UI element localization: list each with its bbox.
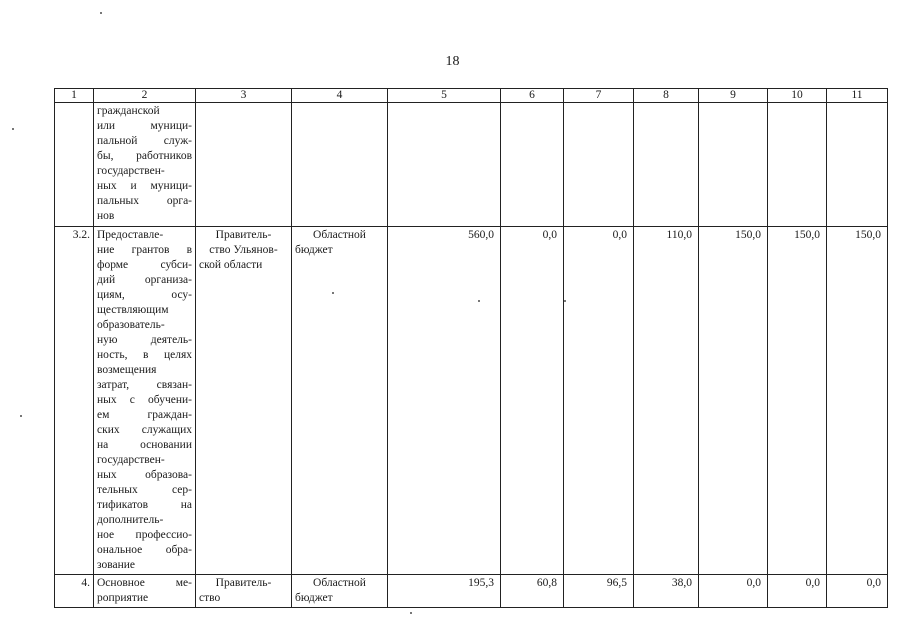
measure-description-line: ных с обучени-	[97, 394, 192, 406]
measure-description-line: государствен-	[97, 454, 165, 466]
executor-cell	[196, 103, 292, 227]
funding-source-cell	[292, 103, 388, 227]
funding-source-cell-line: бюджет	[295, 244, 333, 256]
executor-cell-line: ской области	[199, 259, 263, 271]
executor-cell	[196, 227, 292, 575]
amount-cell: 0,0	[699, 575, 768, 608]
scan-speck	[100, 12, 102, 14]
column-header: 11	[827, 89, 888, 103]
budget-table	[54, 88, 888, 608]
measure-description-line: пальной служ-	[97, 135, 192, 147]
amount-cell: 110,0	[634, 227, 699, 575]
column-header: 5	[388, 89, 501, 103]
funding-source-cell-line: Областной	[313, 229, 366, 241]
measure-description-line: ем граждан-	[97, 409, 192, 421]
column-header: 4	[292, 89, 388, 103]
amount-cell: 0,0	[501, 227, 564, 575]
measure-description-line: ных образова-	[97, 469, 192, 481]
scan-speck	[478, 300, 480, 302]
row-number: 4.	[55, 575, 94, 608]
measure-description-line: дий организа-	[97, 274, 192, 286]
measure-description-line: дополнитель-	[97, 514, 164, 526]
table-row	[55, 227, 888, 575]
amount-cell: 150,0	[768, 227, 827, 575]
amount-cell	[388, 103, 501, 227]
funding-source-cell-line: Областной	[313, 577, 366, 589]
table-row	[55, 575, 888, 608]
amount-cell: 96,5	[564, 575, 634, 608]
measure-description-line: форме субси-	[97, 259, 192, 271]
measure-description-line: ональное обра-	[97, 544, 192, 556]
executor-cell-line: ство Ульянов-	[209, 244, 278, 256]
row-number	[55, 103, 94, 227]
measure-description-line: ное профессио-	[97, 529, 192, 541]
scan-speck	[20, 415, 22, 417]
measure-description-line: тификатов на	[97, 499, 192, 511]
page-number: 18	[445, 54, 460, 69]
measure-description-line: циям, осу-	[97, 289, 192, 301]
amount-cell: 0,0	[768, 575, 827, 608]
scan-speck	[12, 128, 14, 130]
column-header: 8	[634, 89, 699, 103]
amount-cell: 38,0	[634, 575, 699, 608]
scan-speck	[332, 292, 334, 294]
amount-cell	[827, 103, 888, 227]
amount-cell	[501, 103, 564, 227]
column-header: 6	[501, 89, 564, 103]
measure-description-line: ных и муници-	[97, 180, 192, 192]
column-header: 7	[564, 89, 634, 103]
executor-cell-line: Правитель-	[215, 229, 272, 241]
row-number: 3.2.	[55, 227, 94, 575]
amount-cell: 560,0	[388, 227, 501, 575]
measure-description-line: гражданской	[97, 105, 160, 117]
executor-cell-line: ство	[199, 592, 221, 604]
amount-cell: 0,0	[827, 575, 888, 608]
amount-cell: 150,0	[827, 227, 888, 575]
measure-description-line: пальных орга-	[97, 195, 192, 207]
amount-cell: 195,3	[388, 575, 501, 608]
amount-cell	[564, 103, 634, 227]
measure-description-line: роприятие	[97, 592, 149, 604]
executor-cell-line: Правитель-	[215, 577, 272, 589]
measure-description-line: ность, в целях	[97, 349, 192, 361]
column-header: 10	[768, 89, 827, 103]
amount-cell: 150,0	[699, 227, 768, 575]
header-row	[55, 89, 888, 103]
column-header: 9	[699, 89, 768, 103]
column-header: 1	[55, 89, 94, 103]
measure-description-line: возмещения	[97, 364, 157, 376]
measure-description-line: ную деятель-	[97, 334, 192, 346]
column-header: 2	[94, 89, 196, 103]
measure-description-line: тельных сер-	[97, 484, 192, 496]
measure-description	[94, 575, 196, 608]
column-header: 3	[196, 89, 292, 103]
amount-cell: 0,0	[564, 227, 634, 575]
scan-speck	[564, 300, 566, 302]
funding-source-cell	[292, 227, 388, 575]
funding-source-cell	[292, 575, 388, 608]
measure-description-line: образователь-	[97, 319, 165, 331]
measure-description-line: зование	[97, 559, 136, 571]
funding-source-cell-line: бюджет	[295, 592, 333, 604]
amount-cell: 60,8	[501, 575, 564, 608]
measure-description-line: на основании	[97, 439, 192, 451]
measure-description-line: ние грантов в	[97, 244, 192, 256]
measure-description-line: ских служащих	[97, 424, 192, 436]
measure-description-line: затрат, связан-	[97, 379, 192, 391]
measure-description-line: Предоставле-	[97, 229, 164, 241]
table-row	[55, 103, 888, 227]
amount-cell	[634, 103, 699, 227]
measure-description-line: бы, работников	[97, 150, 192, 162]
measure-description-line: Основное ме-	[97, 577, 192, 589]
measure-description	[94, 103, 196, 227]
amount-cell	[768, 103, 827, 227]
measure-description-line: государствен-	[97, 165, 165, 177]
executor-cell	[196, 575, 292, 608]
measure-description-line: нов	[97, 210, 115, 222]
amount-cell	[699, 103, 768, 227]
measure-description	[94, 227, 196, 575]
measure-description-line: или муници-	[97, 120, 192, 132]
measure-description-line: ществляющим	[97, 304, 169, 316]
scan-speck	[410, 612, 412, 614]
